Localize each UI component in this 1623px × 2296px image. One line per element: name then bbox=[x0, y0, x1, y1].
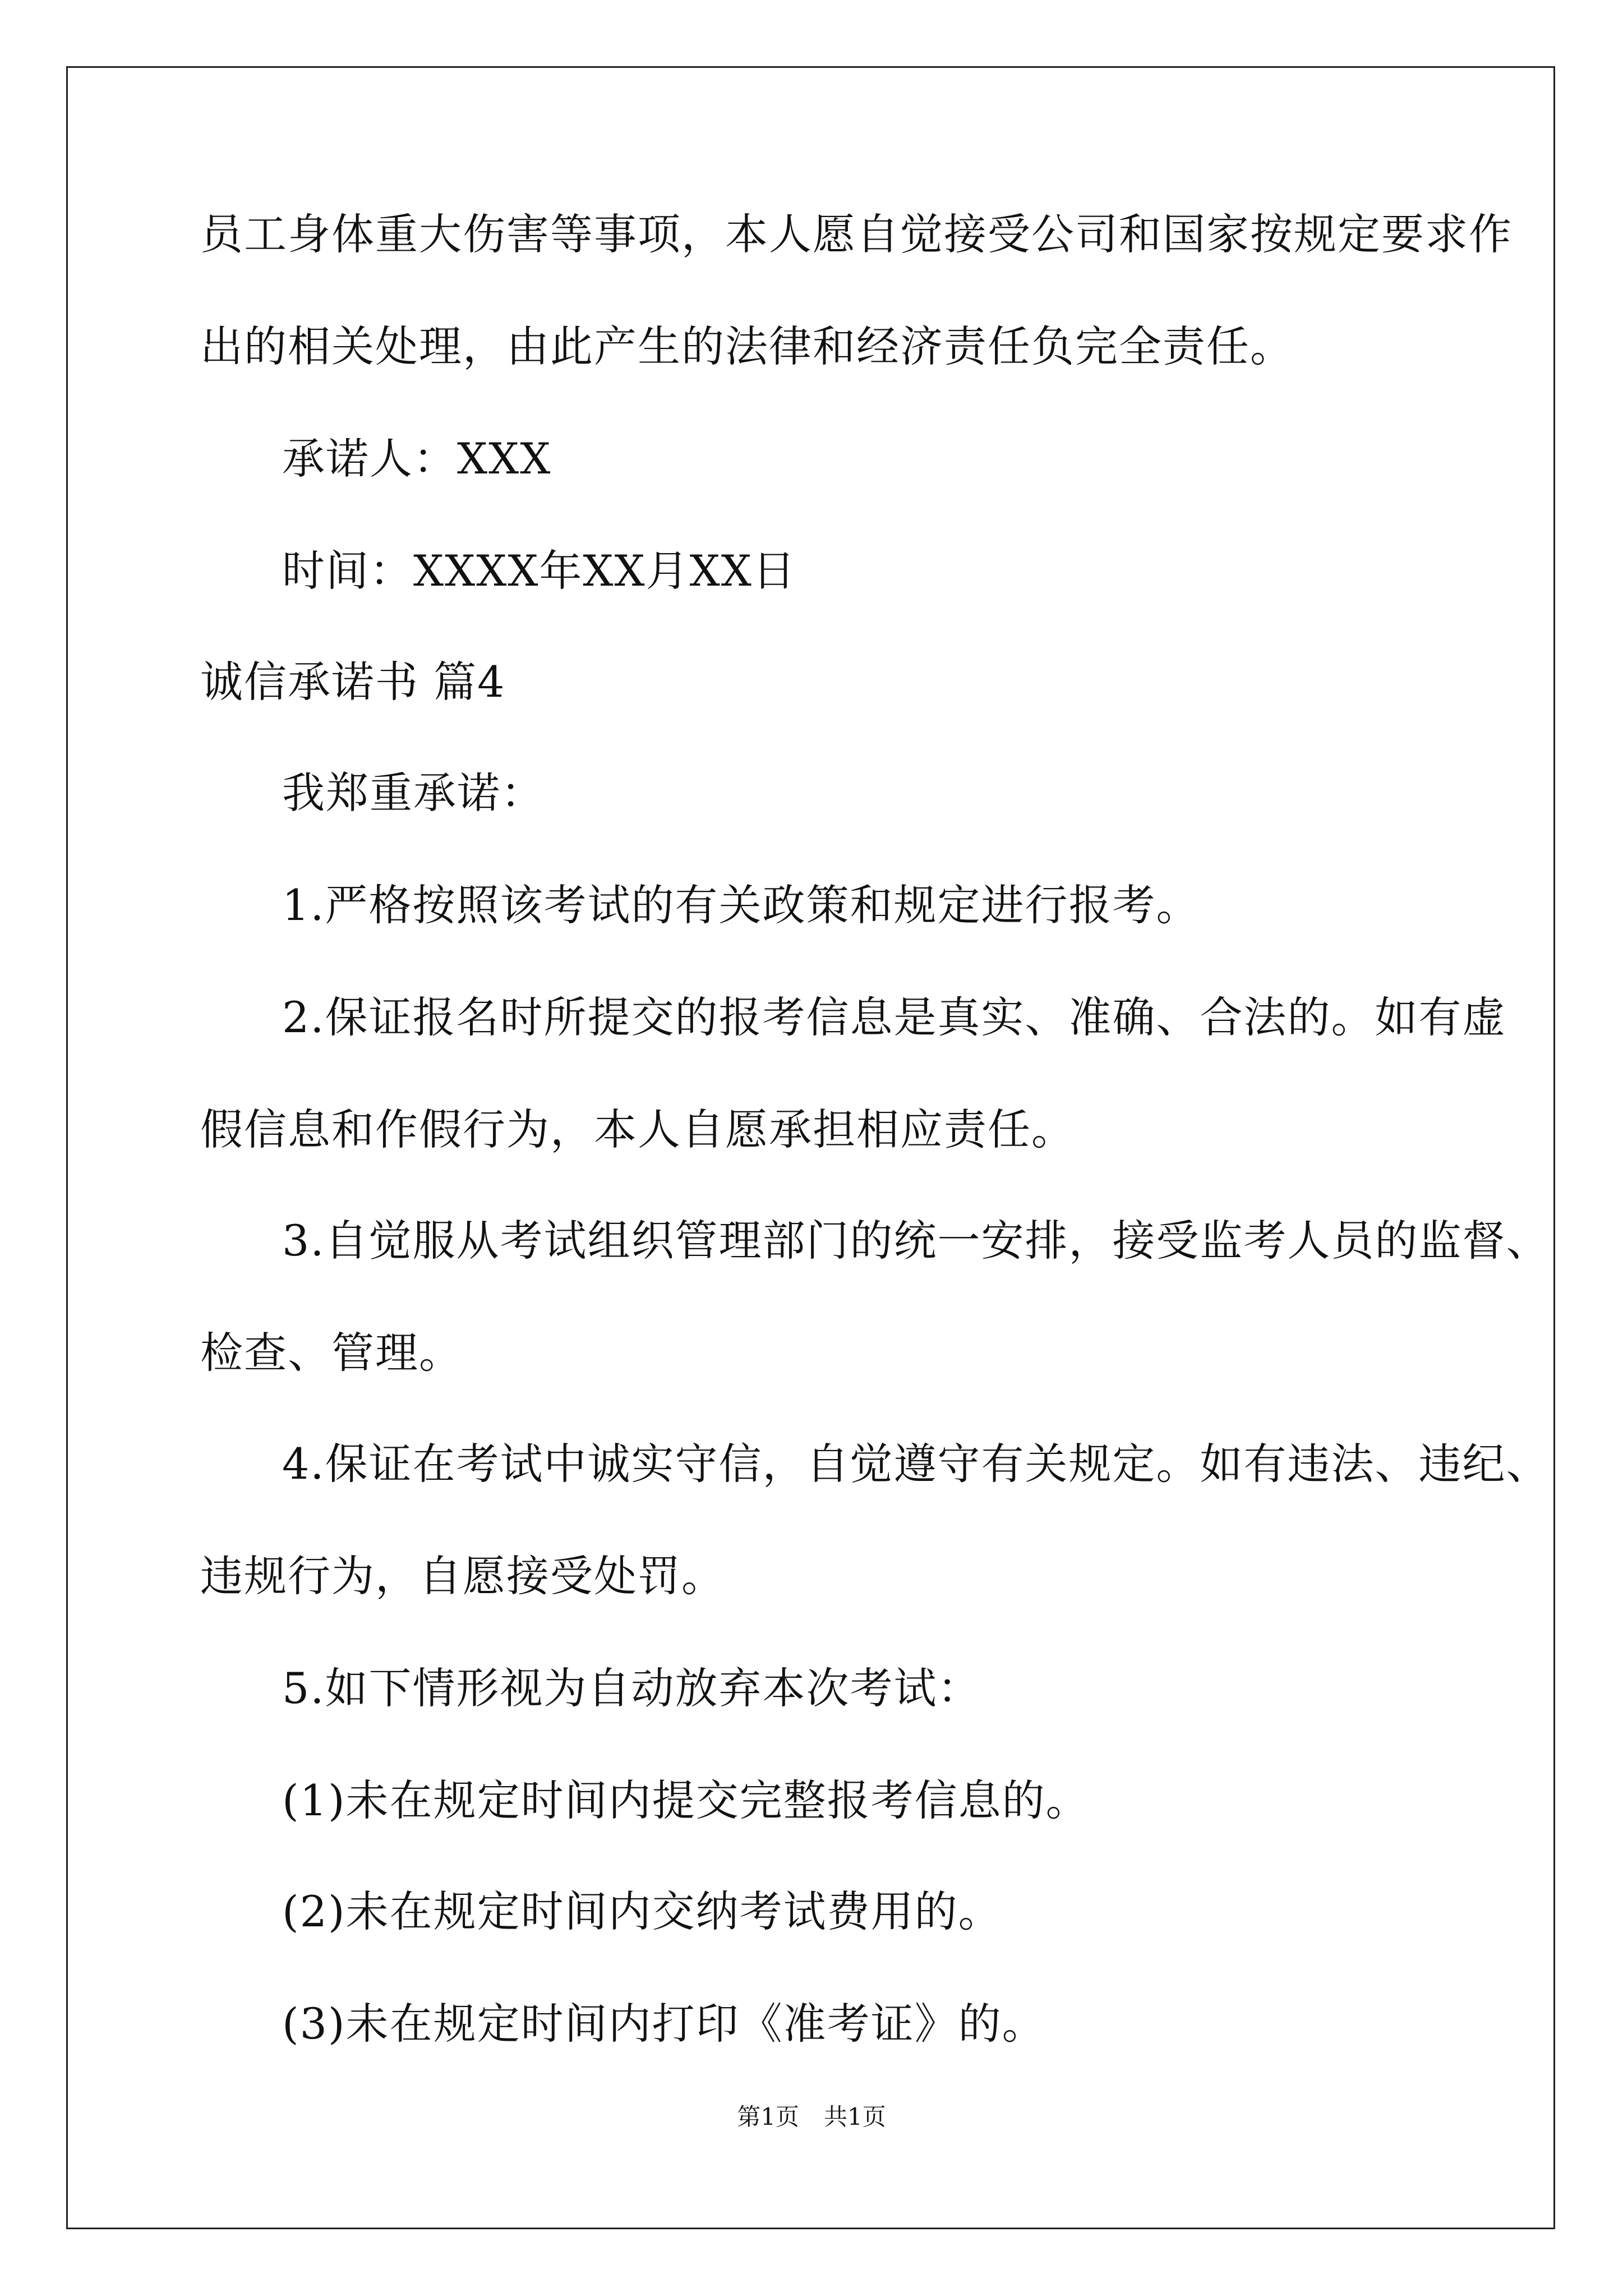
list-item: 3.自觉服从考试组织管理部门的统一安排，接受监考人员的监督、 bbox=[282, 1216, 1550, 1266]
page-total: 共1页 bbox=[824, 2103, 886, 2131]
list-item: 2.保证报名时所提交的报考信息是真实、准确、合法的。如有虚 bbox=[282, 992, 1506, 1042]
sub-list-item: (3)未在规定时间内打印《准考证》的。 bbox=[282, 1999, 1046, 2049]
list-item: 4.保证在考试中诚实守信，自觉遵守有关规定。如有违法、违纪、 bbox=[282, 1439, 1550, 1489]
page-number: 第1页 bbox=[737, 2103, 799, 2131]
paragraph-line: 员工身体重大伤害等事项，本人愿自觉接受公司和国家按规定要求作 bbox=[200, 209, 1513, 259]
sub-list-item: (1)未在规定时间内提交完整报考信息的。 bbox=[282, 1775, 1090, 1825]
list-item-continuation: 违规行为，自愿接受处罚。 bbox=[200, 1551, 725, 1601]
list-item: 5.如下情形视为自动放弃本次考试： bbox=[282, 1663, 981, 1713]
list-item-continuation: 检查、管理。 bbox=[200, 1328, 463, 1378]
section-heading: 诚信承诺书 篇4 bbox=[200, 657, 506, 707]
paragraph-line: 出的相关处理，由此产生的法律和经济责任负完全责任。 bbox=[200, 321, 1294, 371]
paragraph-line: 我郑重承诺： bbox=[282, 768, 545, 818]
date-line: 时间：XXXX年XX月XX日 bbox=[282, 546, 796, 596]
page-footer bbox=[0, 2101, 1623, 2133]
promisor-line: 承诺人：XXX bbox=[282, 434, 552, 484]
list-item: 1.严格按照该考试的有关政策和规定进行报考。 bbox=[282, 880, 1200, 930]
sub-list-item: (2)未在规定时间内交纳考试费用的。 bbox=[282, 1887, 1002, 1936]
list-item-continuation: 假信息和作假行为，本人自愿承担相应责任。 bbox=[200, 1105, 1075, 1154]
